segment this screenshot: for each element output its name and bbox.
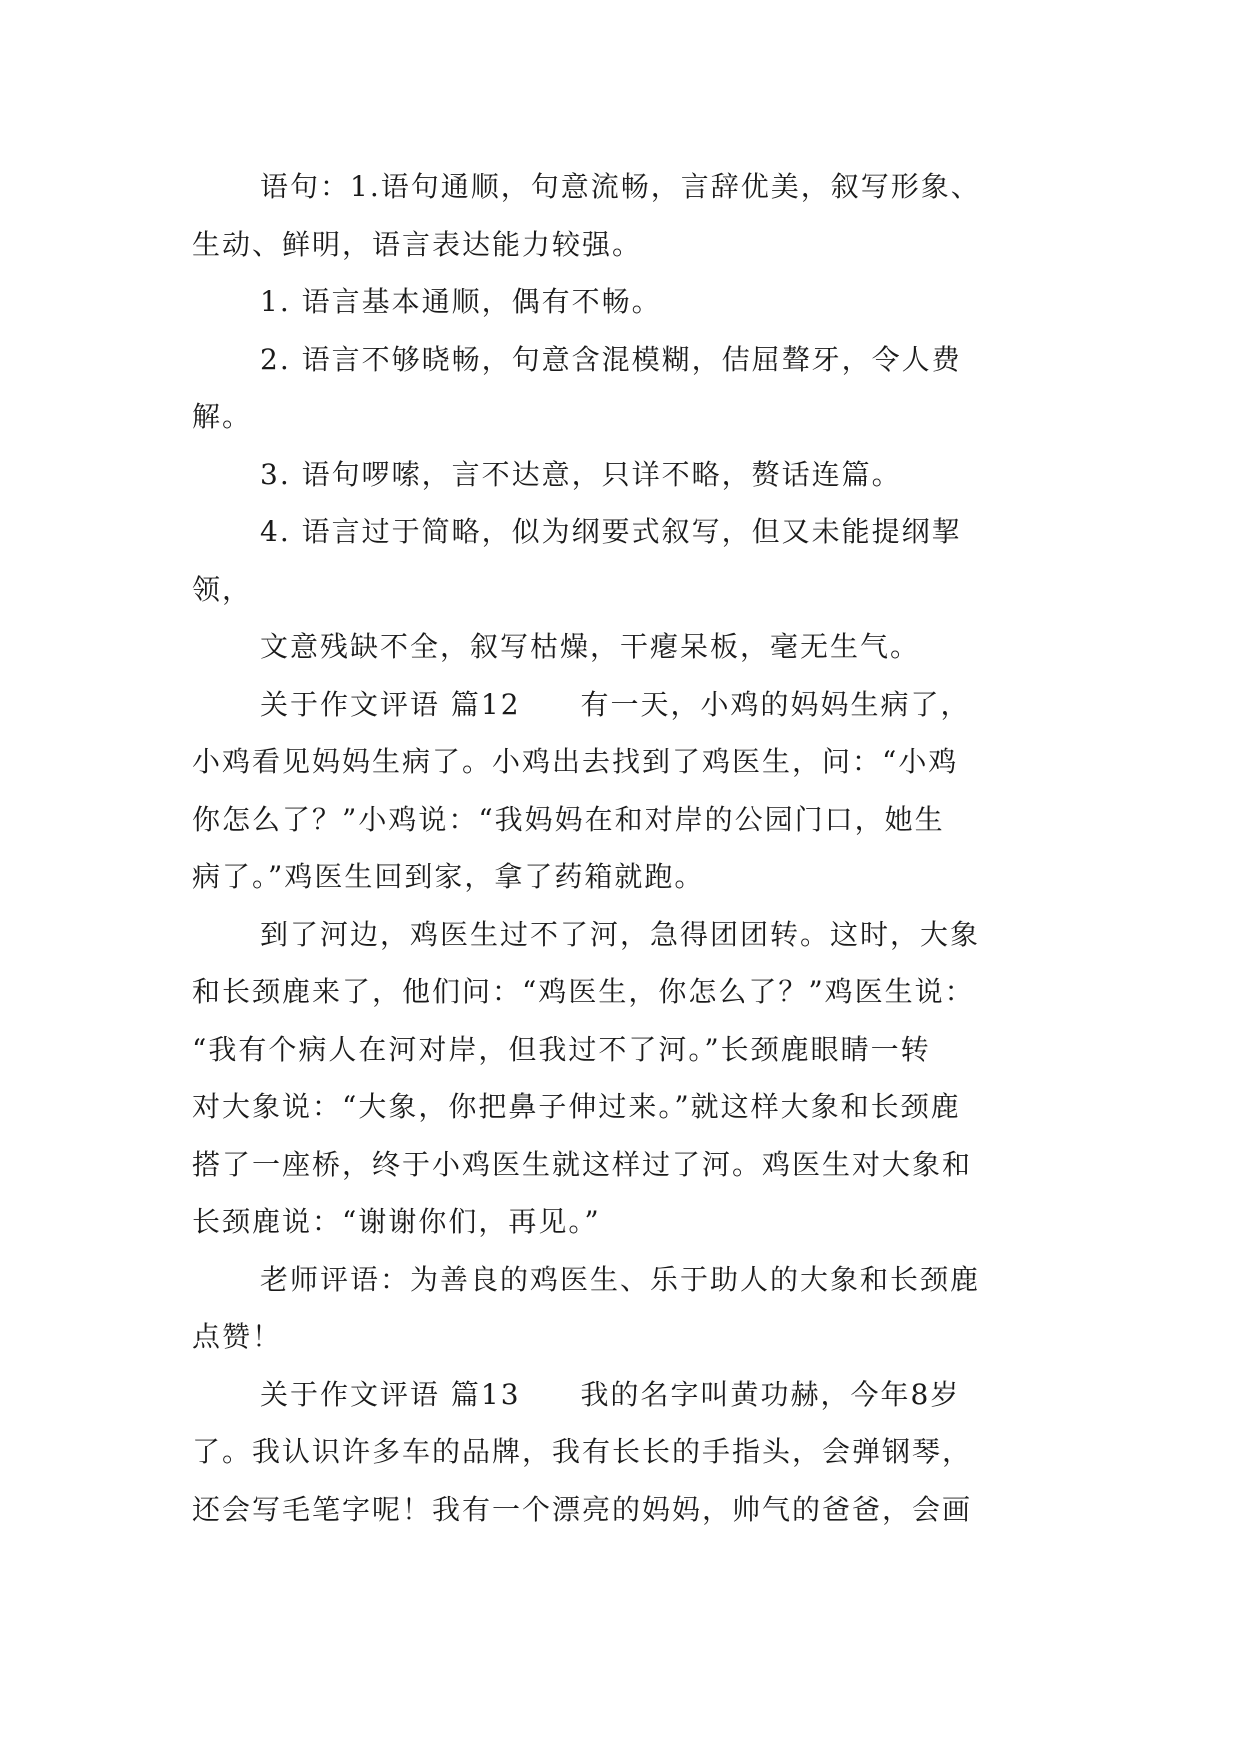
text-line: 3. 语句啰嗦，言不达意，只详不略，赘话连篇。 [260,457,902,491]
section-heading-line: 关于作文评语 篇12 有一天，小鸡的妈妈生病了， [260,687,971,721]
teacher-comment-line: 老师评语：为善良的鸡医生、乐于助人的大象和长颈鹿 [260,1262,981,1296]
text-line: 了。我认识许多车的品牌，我有长长的手指头，会弹钢琴， [192,1435,973,1468]
text-line: 长颈鹿说：“谢谢你们，再见。” [192,1205,601,1238]
text-line: 到了河边，鸡医生过不了河，急得团团转。这时，大象 [260,917,981,951]
text-line: 1. 语言基本通顺，偶有不畅。 [260,285,662,318]
text-line: 你怎么了？”小鸡说：“我妈妈在和对岸的公园门口，她生 [192,802,945,836]
text-line: 小鸡看见妈妈生病了。小鸡出去找到了鸡医生，问：“小鸡 [192,745,959,778]
text-line: 解。 [192,400,253,433]
text-line: 文意残缺不全，叙写枯燥，干瘪呆板，毫无生气。 [260,630,921,663]
text-line: 生动、鲜明，语言表达能力较强。 [192,227,643,261]
text-line: 语句：1.语句通顺，句意流畅，言辞优美，叙写形象、 [260,170,981,203]
text-line: 和长颈鹿来了，他们问：“鸡医生，你怎么了？”鸡医生说： [192,975,975,1008]
text-line: 领， [192,572,253,606]
text-line: 搭了一座桥，终于小鸡医生就这样过了河。鸡医生对大象和 [192,1147,973,1181]
text-line: 4. 语言过于简略，似为纲要式叙写，但又未能提纲挈 [260,515,962,548]
text-line: 病了。”鸡医生回到家，拿了药箱就跑。 [192,860,705,893]
section-heading-line: 关于作文评语 篇13 我的名字叫黄功赫，今年8岁 [260,1377,961,1411]
text-line: “我有个病人在河对岸，但我过不了河。”长颈鹿眼睛一转 [192,1032,931,1066]
document-body [192,158,1072,1538]
text-line: 还会写毛笔字呢！我有一个漂亮的妈妈，帅气的爸爸，会画 [192,1492,973,1526]
text-line: 点赞！ [192,1320,283,1353]
text-line: 对大象说：“大象，你把鼻子伸过来。”就这样大象和长颈鹿 [192,1090,961,1123]
text-line: 2. 语言不够晓畅，句意含混模糊，佶屈聱牙，令人费 [260,342,962,376]
